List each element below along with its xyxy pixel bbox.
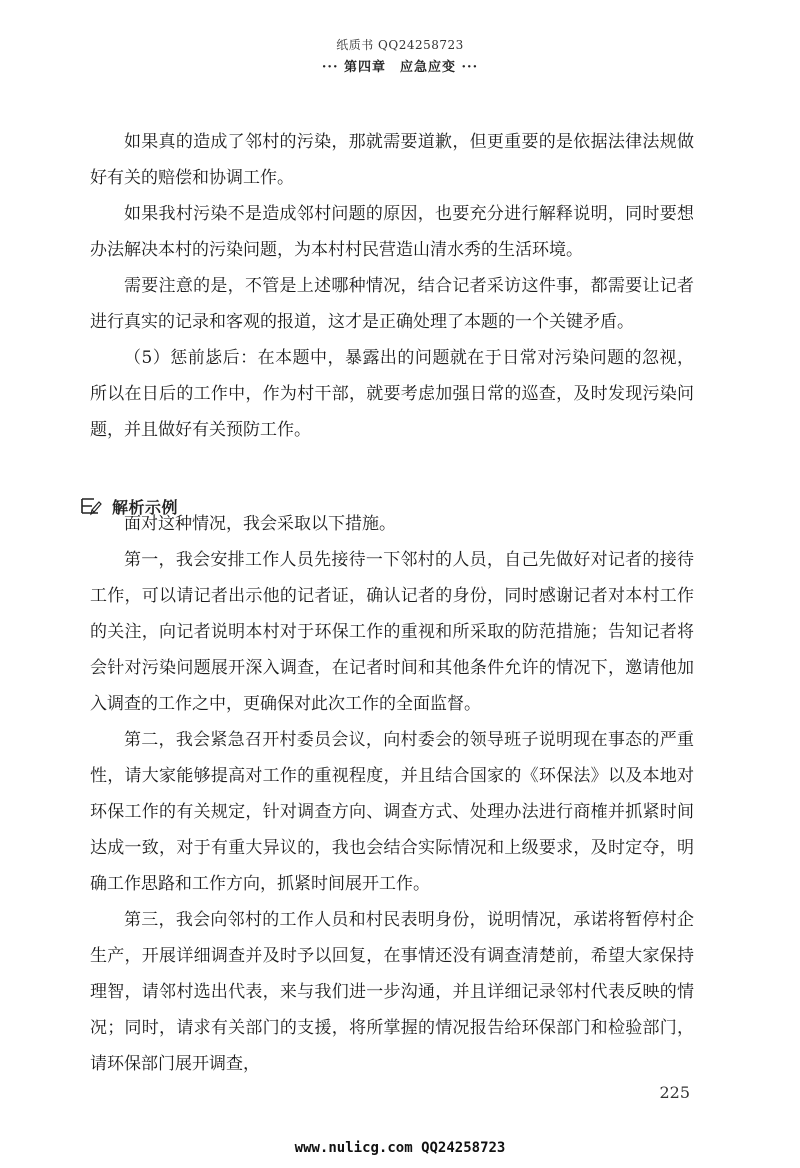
paragraph: 第二，我会紧急召开村委员会议，向村委会的领导班子说明现在事态的严重性，请大家能够提高对工作的重视程度，并且结合国家的《环保法》以及本地对环保工作的有关规定，针对调查方向、调查方式、处理办法进行商榷并抓紧时间达成一致，对于有重大异议的，我也会结合实际情况和上级要求，及时定夺，明确工作思路和工作方向，抓紧时间展开工作。: [90, 730, 694, 894]
body-text-bottom: [90, 506, 694, 1082]
paragraph: 第一，我会安排工作人员先接待一下邻村的人员，自己先做好对记者的接待工作，可以请记者出示他的记者证，确认记者的身份，同时感谢记者对本村工作的关注，向记者说明本村对于环保工作的重视和所采取的防范措施；告知记者将会针对污染问题展开深入调查，在记者时间和其他条件允许的情况下，邀请他加入调查的工作之中，更确保对此次工作的全面监督。: [90, 550, 694, 714]
body-text-top: [90, 124, 694, 448]
paragraph: 面对这种情况，我会采取以下措施。: [124, 514, 396, 534]
paragraph: 如果真的造成了邻村的污染，那就需要道歉，但更重要的是依据法律法规做好有关的赔偿和协调工作。: [90, 132, 694, 188]
paragraph: （5）惩前毖后：在本题中，暴露出的问题就在于日常对污染问题的忽视，所以在日后的工作中，作为村干部，就要考虑加强日常的巡查，及时发现污染问题，并且做好有关预防工作。: [90, 348, 694, 440]
footer-watermark: www.nulicg.com QQ24258723: [294, 1140, 506, 1156]
paragraph: 需要注意的是，不管是上述哪种情况，结合记者采访这件事，都需要让记者进行真实的记录和客观的报道，这才是正确处理了本题的一个关键矛盾。: [90, 276, 694, 332]
header-source-line: 纸质书 QQ24258723: [336, 38, 464, 52]
section-title: 解析示例: [112, 497, 179, 517]
paragraph: 如果我村污染不是造成邻村问题的原因，也要充分进行解释说明，同时要想办法解决本村的污染问题，为本村村民营造山清水秀的生活环境。: [90, 204, 694, 260]
paragraph: 第三，我会向邻村的工作人员和村民表明身份，说明情况，承诺将暂停村企生产，开展详细调查并及时予以回复，在事情还没有调查清楚前，希望大家保持理智，请邻村选出代表，来与我们进一步沟通，并且详细记录邻村代表反映的情况；同时，请求有关部门的支援，将所掌握的情况报告给环保部门和检验部门，请环保部门展开调查，: [90, 910, 694, 1074]
chapter-title: ··· 第四章 应急应变 ···: [321, 60, 479, 75]
page-number: 225: [659, 1083, 690, 1102]
